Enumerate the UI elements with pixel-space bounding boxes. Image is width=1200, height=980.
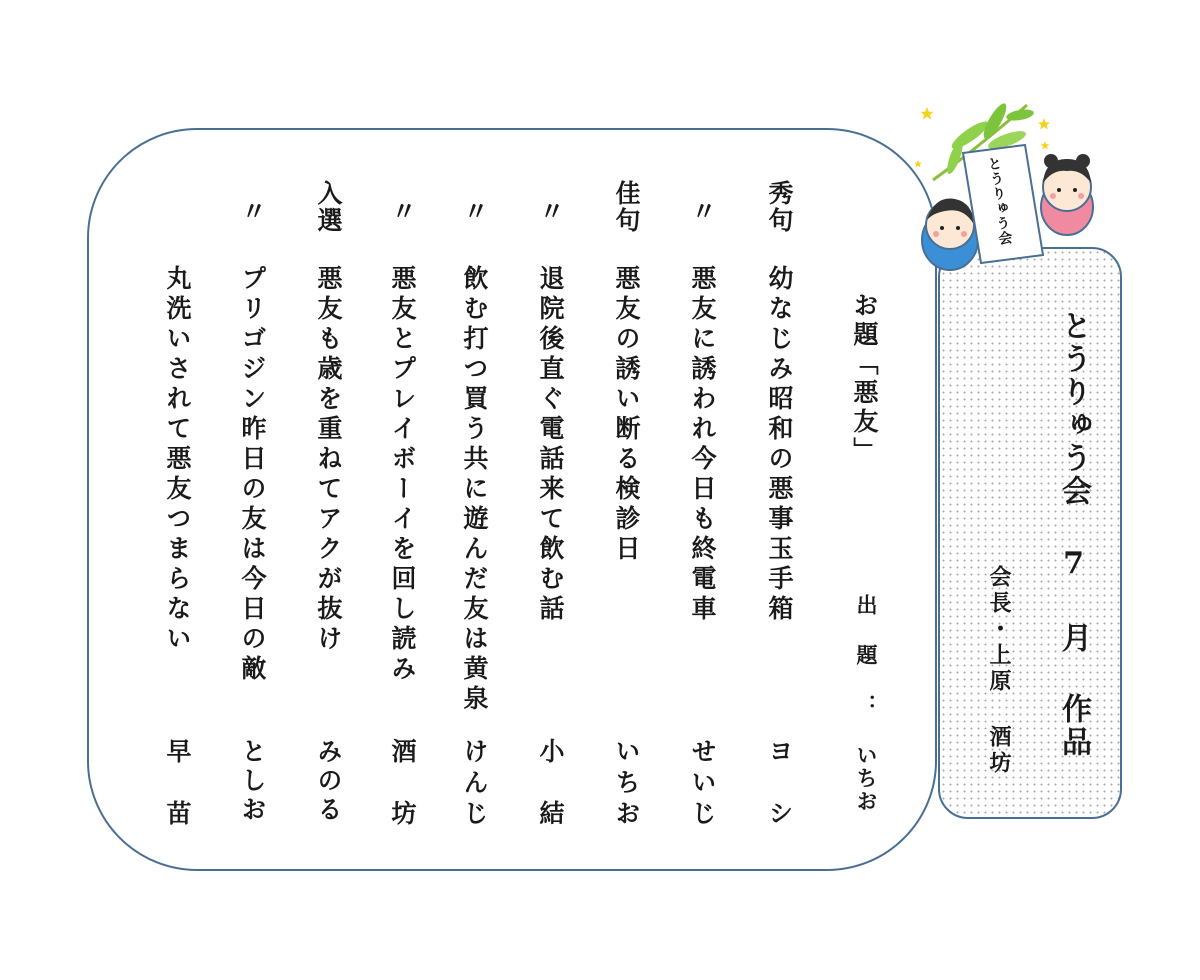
entry-poem: 悪友に誘われ今日も終電車 (688, 265, 717, 625)
entry-rank: 〃 (688, 198, 717, 223)
tanabata-decoration (915, 95, 1115, 275)
main-panel (87, 128, 937, 871)
entry-poem: 悪友の誘い断る検診日 (612, 265, 641, 565)
entry-poet: いちお (612, 738, 641, 831)
entry-rank: 佳句 (612, 180, 641, 234)
entry-rank: 〃 (238, 198, 267, 223)
tanzaku-label: とうりゅう会 (984, 155, 1014, 247)
topic-setter: 出 題 ： いちお (854, 594, 879, 813)
entry-rank: 〃 (388, 198, 417, 223)
entry-poet: 早 苗 (163, 738, 192, 831)
entry-poem: 悪友とプレイボーイを回し読み (388, 265, 417, 685)
entry-poem: 悪友も歳を重ねてアクが抜け (314, 265, 343, 655)
entry-poet: けんじ (460, 738, 489, 831)
entry-poet: みのる (314, 738, 343, 825)
orihime-doll-icon (1041, 154, 1093, 235)
entry-poet: ヨ シ (765, 738, 794, 831)
entry-poet: としお (238, 738, 267, 825)
topic-label: お題「悪友」 (850, 292, 879, 466)
entry-poem: 退院後直ぐ電話来て飲む話 (536, 265, 565, 625)
entry-poem: 飲む打つ買う共に遊んだ友は黄泉 (460, 265, 489, 715)
entry-poem: プリゴジン昨日の友は今日の敵 (238, 265, 267, 685)
entry-poet: 酒 坊 (388, 738, 417, 831)
panel-title: とうりゅう会 7 月 作品 (1056, 310, 1091, 759)
entry-poem: 幼なじみ昭和の悪事玉手箱 (765, 265, 794, 625)
entry-poet: せいじ (688, 738, 717, 831)
hikoboshi-doll-icon (922, 198, 978, 270)
entry-poem: 丸洗いされて悪友つまらない (163, 265, 192, 655)
entry-poet: 小 結 (536, 738, 565, 831)
panel-author: 会長・上原 酒坊 (986, 565, 1012, 777)
entry-rank: 入選 (314, 180, 343, 234)
entry-rank: 〃 (536, 198, 565, 223)
entry-rank: 〃 (460, 198, 489, 223)
title-panel (938, 247, 1122, 819)
entry-rank: 秀句 (765, 180, 794, 234)
